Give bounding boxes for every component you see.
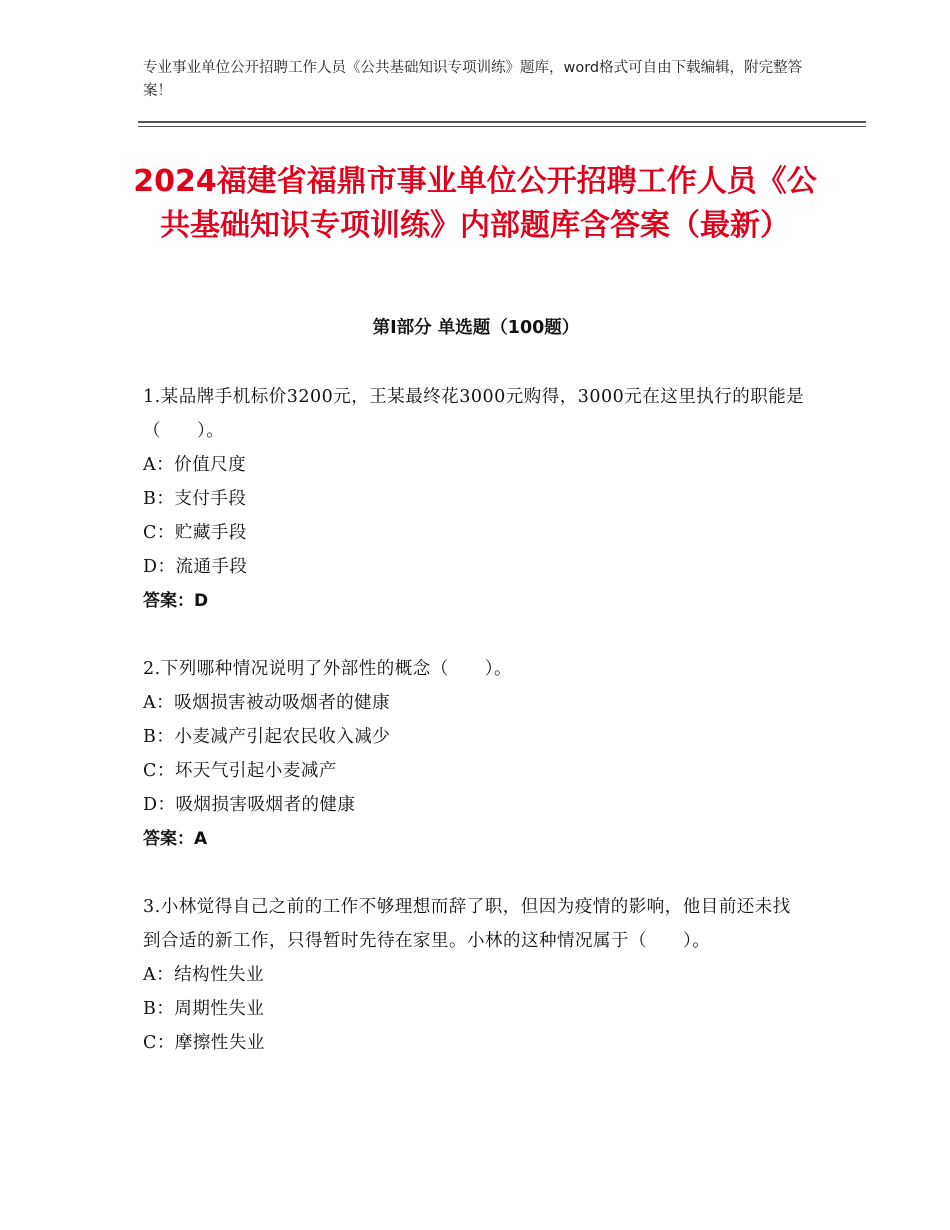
option-b: B：小麦减产引起农民收入减少 [143,727,391,747]
document-title: 2024福建省福鼎市事业单位公开招聘工作人员《公共基础知识专项训练》内部题库含答案（最新） [133,164,817,243]
answer: 答案：D [143,591,209,611]
header-note: 专业事业单位公开招聘工作人员《公共基础知识专项训练》题库，word格式可自由下载编辑，附完整答案！ [143,60,803,99]
header-divider-thin [138,126,866,127]
question-list [143,380,808,1094]
option-b: B：支付手段 [143,489,247,509]
option-c: C：摩擦性失业 [143,1033,265,1053]
option-b: B：周期性失业 [143,999,265,1019]
option-c: C：贮藏手段 [143,523,247,543]
option-d: D：吸烟损害吸烟者的健康 [143,795,356,815]
header-divider-thick [138,121,866,123]
question-3 [143,890,808,1060]
option-a: A：价值尺度 [143,455,247,475]
question-stem: 3.小林觉得自己之前的工作不够理想而辞了职，但因为疫情的影响，他目前还未找到合适的新工作，只得暂时先待在家里。小林的这种情况属于（ ）。 [143,897,791,951]
option-c: C：坏天气引起小麦减产 [143,761,337,781]
answer: 答案：A [143,829,208,849]
option-d: D：流通手段 [143,557,248,577]
question-stem: 2.下列哪种情况说明了外部性的概念（ ）。 [143,659,512,679]
option-a: A：吸烟损害被动吸烟者的健康 [143,693,391,713]
option-a: A：结构性失业 [143,965,265,985]
question-2 [143,652,808,856]
question-1 [143,380,808,618]
question-stem: 1.某品牌手机标价3200元，王某最终花3000元购得，3000元在这里执行的职能是（ ）。 [143,387,805,441]
section-heading: 第Ⅰ部分 单选题（100题） [372,318,580,338]
